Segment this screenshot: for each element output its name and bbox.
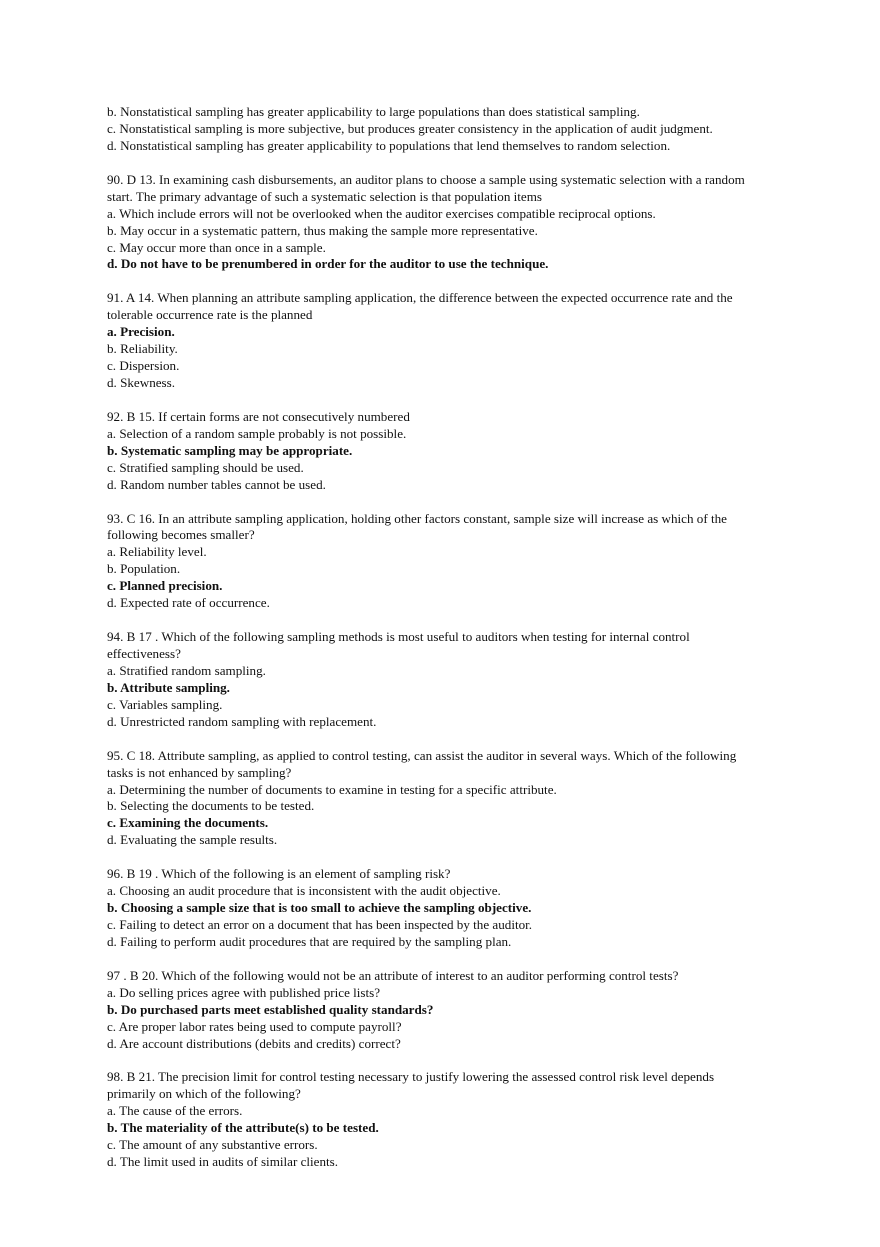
text-line: c. The amount of any substantive errors. xyxy=(107,1137,318,1153)
correct-answer-line: b. Attribute sampling. xyxy=(107,679,230,695)
correct-answer-line: d. Do not have to be prenumbered in order for the auditor to use the technique. xyxy=(107,256,549,272)
text-line: d. Are account distributions (debits and credits) correct? xyxy=(107,1035,401,1051)
text-line: d. Expected rate of occurrence. xyxy=(107,595,270,611)
text-line: 94. B 17 . Which of the following sampling methods is most useful to auditors when testing for internal control xyxy=(107,629,690,645)
correct-answer-line: c. Examining the documents. xyxy=(107,815,269,831)
text-line: a. Selection of a random sample probably is not possible. xyxy=(107,425,407,441)
paragraph-gap xyxy=(107,849,807,866)
text-line: a. Reliability level. xyxy=(107,544,207,560)
document-page xyxy=(107,104,807,1171)
text-line: tasks is not enhanced by sampling? xyxy=(107,764,292,780)
correct-answer-line: c. Planned precision. xyxy=(107,578,223,594)
text-line: a. Which include errors will not be overlooked when the auditor exercises compatible reciprocal options. xyxy=(107,205,656,221)
text-line: 96. B 19 . Which of the following is an element of sampling risk? xyxy=(107,866,451,882)
text-line: d. Unrestricted random sampling with replacement. xyxy=(107,713,377,729)
correct-answer-line: a. Precision. xyxy=(107,324,175,340)
text-line: b. Reliability. xyxy=(107,341,178,357)
question-block xyxy=(107,172,807,274)
text-line: start. The primary advantage of such a systematic selection is that population items xyxy=(107,188,543,204)
question-block xyxy=(107,866,807,951)
question-block xyxy=(107,748,807,850)
paragraph-gap xyxy=(107,273,807,290)
question-continuation xyxy=(107,104,807,155)
correct-answer-line: b. Do purchased parts meet established quality standards? xyxy=(107,1001,434,1017)
text-line: 97 . B 20. Which of the following would not be an attribute of interest to an auditor performing control tests? xyxy=(107,967,679,983)
text-line: c. Stratified sampling should be used. xyxy=(107,459,304,475)
text-line: 91. A 14. When planning an attribute sampling application, the difference between the expected occurrence rate and the xyxy=(107,290,733,306)
paragraph-gap xyxy=(107,951,807,968)
text-line: a. Stratified random sampling. xyxy=(107,662,266,678)
text-line: c. Nonstatistical sampling is more subjective, but produces greater consistency in the application of audit judgment. xyxy=(107,120,713,136)
text-line: c. Variables sampling. xyxy=(107,696,223,712)
text-line: effectiveness? xyxy=(107,646,181,661)
paragraph-gap xyxy=(107,392,807,409)
text-line: b. Selecting the documents to be tested. xyxy=(107,798,315,814)
paragraph-gap xyxy=(107,494,807,511)
text-line: d. Failing to perform audit procedures that are required by the sampling plan. xyxy=(107,933,512,949)
text-line: 93. C 16. In an attribute sampling application, holding other factors constant, sample size will increase as which of the xyxy=(107,510,727,526)
text-line: 92. B 15. If certain forms are not consecutively numbered xyxy=(107,408,410,424)
question-block xyxy=(107,511,807,613)
text-line: following becomes smaller? xyxy=(107,527,255,543)
text-line: a. The cause of the errors. xyxy=(107,1103,243,1119)
text-line: d. Nonstatistical sampling has greater applicability to populations that lend themselves to random selection. xyxy=(107,137,671,153)
paragraph-gap xyxy=(107,1053,807,1070)
text-line: a. Determining the number of documents to examine in testing for a specific attribute. xyxy=(107,781,557,797)
text-line: b. Nonstatistical sampling has greater applicability to large populations than does statistical sampling. xyxy=(107,104,640,119)
question-block xyxy=(107,629,807,731)
text-line: b. May occur in a systematic pattern, thus making the sample more representative. xyxy=(107,222,538,238)
paragraph-gap xyxy=(107,612,807,629)
text-line: d. The limit used in audits of similar clients. xyxy=(107,1154,339,1170)
correct-answer-line: b. Choosing a sample size that is too small to achieve the sampling objective. xyxy=(107,900,532,916)
text-line: a. Choosing an audit procedure that is inconsistent with the audit objective. xyxy=(107,883,501,899)
text-line: c. Failing to detect an error on a document that has been inspected by the auditor. xyxy=(107,917,533,932)
text-line: 95. C 18. Attribute sampling, as applied to control testing, can assist the auditor in several ways. Which of the following xyxy=(107,747,737,763)
text-line: primarily on which of the following? xyxy=(107,1086,301,1102)
question-block xyxy=(107,1069,807,1171)
text-line: c. Are proper labor rates being used to compute payroll? xyxy=(107,1018,402,1034)
text-line: d. Evaluating the sample results. xyxy=(107,832,278,848)
paragraph-gap xyxy=(107,155,807,172)
correct-answer-line: b. The materiality of the attribute(s) to be tested. xyxy=(107,1120,379,1136)
text-line: tolerable occurrence rate is the planned xyxy=(107,307,313,323)
text-line: d. Random number tables cannot be used. xyxy=(107,476,326,492)
text-line: a. Do selling prices agree with published price lists? xyxy=(107,984,381,1000)
text-line: d. Skewness. xyxy=(107,375,176,390)
correct-answer-line: b. Systematic sampling may be appropriate. xyxy=(107,442,353,458)
text-line: 98. B 21. The precision limit for control testing necessary to justify lowering the assessed control risk level depends xyxy=(107,1069,715,1085)
question-block xyxy=(107,290,807,392)
question-block xyxy=(107,409,807,494)
text-line: c. May occur more than once in a sample. xyxy=(107,239,326,255)
text-line: 90. D 13. In examining cash disbursements, an auditor plans to choose a sample using systematic selection with a random xyxy=(107,171,745,187)
question-block xyxy=(107,968,807,1053)
text-line: c. Dispersion. xyxy=(107,358,180,374)
text-line: b. Population. xyxy=(107,561,181,577)
paragraph-gap xyxy=(107,731,807,748)
